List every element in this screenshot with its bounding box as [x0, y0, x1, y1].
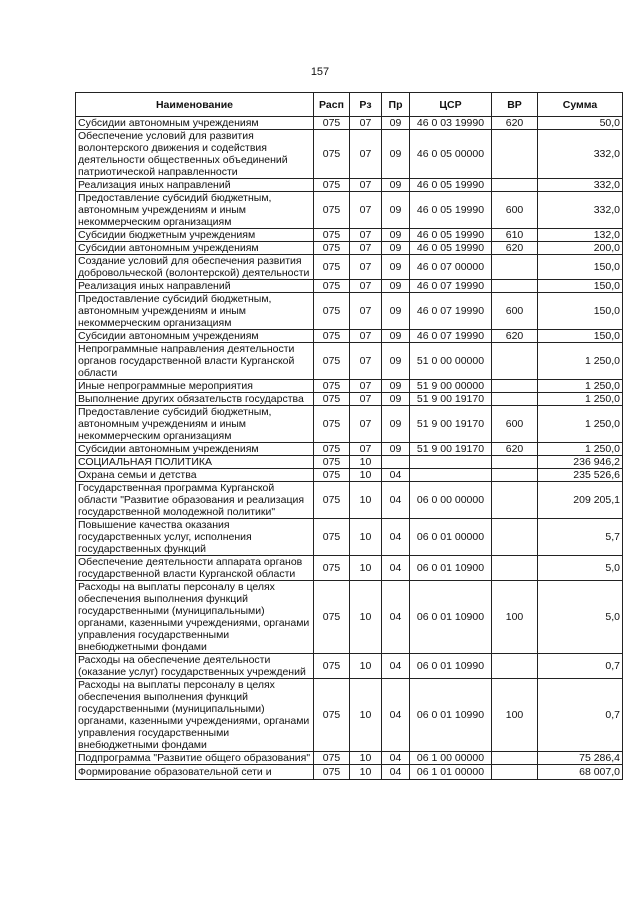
header-name: Наименование [76, 93, 314, 117]
cell-rz: 07 [350, 406, 382, 443]
table-row [76, 179, 623, 192]
cell-pr: 04 [382, 654, 410, 679]
cell-rasp: 075 [314, 519, 350, 556]
table-row [76, 343, 623, 380]
cell-rasp: 075 [314, 443, 350, 456]
cell-rz: 10 [350, 556, 382, 581]
cell-pr: 09 [382, 117, 410, 130]
header-rasp: Расп [314, 93, 350, 117]
table-body [76, 117, 623, 780]
cell-rz: 07 [350, 117, 382, 130]
cell-vr [492, 393, 538, 406]
table-row [76, 229, 623, 242]
cell-vr [492, 130, 538, 179]
cell-sum: 5,0 [538, 581, 623, 654]
cell-name: Повышение качества оказания государственных услуг, исполнения государственных функций [76, 519, 314, 556]
cell-pr: 04 [382, 519, 410, 556]
table-row [76, 192, 623, 229]
cell-vr [492, 482, 538, 519]
table-row [76, 519, 623, 556]
cell-vr [492, 179, 538, 192]
cell-csr [410, 456, 492, 469]
cell-pr: 04 [382, 752, 410, 765]
cell-rz: 07 [350, 179, 382, 192]
cell-csr: 06 1 01 00000 [410, 765, 492, 780]
cell-pr: 09 [382, 343, 410, 380]
cell-vr: 610 [492, 229, 538, 242]
cell-name: Субсидии автономным учреждениям [76, 242, 314, 255]
cell-name: Иные непрограммные мероприятия [76, 380, 314, 393]
cell-rz: 07 [350, 242, 382, 255]
header-rz: Рз [350, 93, 382, 117]
cell-name: Непрограммные направления деятельности органов государственной власти Курганской области [76, 343, 314, 380]
cell-name: Реализация иных направлений [76, 179, 314, 192]
table-row [76, 443, 623, 456]
cell-rasp: 075 [314, 654, 350, 679]
cell-sum: 132,0 [538, 229, 623, 242]
cell-sum: 0,7 [538, 679, 623, 752]
table-row [76, 242, 623, 255]
cell-rasp: 075 [314, 130, 350, 179]
cell-vr: 620 [492, 117, 538, 130]
cell-vr [492, 456, 538, 469]
header-sum: Сумма [538, 93, 623, 117]
cell-sum: 150,0 [538, 255, 623, 280]
cell-csr: 51 9 00 19170 [410, 393, 492, 406]
cell-csr: 46 0 07 19990 [410, 293, 492, 330]
cell-rz: 07 [350, 280, 382, 293]
cell-vr [492, 765, 538, 780]
cell-sum: 332,0 [538, 179, 623, 192]
cell-pr: 09 [382, 179, 410, 192]
cell-pr: 09 [382, 229, 410, 242]
table-row [76, 393, 623, 406]
cell-name: Предоставление субсидий бюджетным, автономным учреждениям и иным некоммерческим организациям [76, 293, 314, 330]
cell-rasp: 075 [314, 456, 350, 469]
cell-name: Субсидии автономным учреждениям [76, 330, 314, 343]
cell-vr: 600 [492, 192, 538, 229]
cell-name: Субсидии автономным учреждениям [76, 443, 314, 456]
cell-sum: 1 250,0 [538, 343, 623, 380]
cell-rasp: 075 [314, 229, 350, 242]
cell-rasp: 075 [314, 581, 350, 654]
cell-name: Формирование образовательной сети и [76, 765, 314, 780]
cell-csr: 51 9 00 19170 [410, 443, 492, 456]
cell-vr [492, 343, 538, 380]
cell-sum: 235 526,6 [538, 469, 623, 482]
cell-rasp: 075 [314, 117, 350, 130]
table-row [76, 117, 623, 130]
cell-rz: 07 [350, 393, 382, 406]
cell-sum: 50,0 [538, 117, 623, 130]
cell-rz: 10 [350, 752, 382, 765]
cell-csr [410, 469, 492, 482]
cell-sum: 1 250,0 [538, 406, 623, 443]
cell-rz: 10 [350, 581, 382, 654]
table-row [76, 679, 623, 752]
table-row [76, 330, 623, 343]
cell-csr: 46 0 05 00000 [410, 130, 492, 179]
cell-name: Предоставление субсидий бюджетным, автономным учреждениям и иным некоммерческим организациям [76, 406, 314, 443]
cell-vr [492, 519, 538, 556]
cell-name: Реализация иных направлений [76, 280, 314, 293]
cell-pr: 04 [382, 581, 410, 654]
cell-csr: 06 0 01 10900 [410, 556, 492, 581]
cell-name: Создание условий для обеспечения развития добровольческой (волонтерской) деятельности [76, 255, 314, 280]
cell-csr: 46 0 03 19990 [410, 117, 492, 130]
cell-rasp: 075 [314, 482, 350, 519]
cell-csr: 06 0 01 10900 [410, 581, 492, 654]
cell-csr: 06 0 00 00000 [410, 482, 492, 519]
cell-csr: 46 0 05 19990 [410, 229, 492, 242]
cell-rz: 07 [350, 130, 382, 179]
cell-sum: 200,0 [538, 242, 623, 255]
cell-csr: 46 0 05 19990 [410, 242, 492, 255]
cell-rasp: 075 [314, 380, 350, 393]
cell-csr: 06 0 01 10990 [410, 679, 492, 752]
cell-name: Субсидии автономным учреждениям [76, 117, 314, 130]
cell-pr: 09 [382, 293, 410, 330]
cell-sum: 332,0 [538, 130, 623, 179]
cell-pr: 09 [382, 393, 410, 406]
cell-pr: 09 [382, 380, 410, 393]
cell-name: Охрана семьи и детства [76, 469, 314, 482]
cell-pr: 09 [382, 130, 410, 179]
cell-pr: 04 [382, 482, 410, 519]
cell-vr [492, 255, 538, 280]
table-row [76, 380, 623, 393]
cell-rasp: 075 [314, 406, 350, 443]
cell-vr [492, 556, 538, 581]
cell-csr: 46 0 05 19990 [410, 179, 492, 192]
cell-sum: 236 946,2 [538, 456, 623, 469]
cell-rasp: 075 [314, 330, 350, 343]
cell-rasp: 075 [314, 242, 350, 255]
cell-name: Обеспечение деятельности аппарата органов государственной власти Курганской области [76, 556, 314, 581]
cell-csr: 46 0 05 19990 [410, 192, 492, 229]
cell-sum: 332,0 [538, 192, 623, 229]
cell-rasp: 075 [314, 255, 350, 280]
cell-rz: 10 [350, 456, 382, 469]
cell-rasp: 075 [314, 393, 350, 406]
cell-csr: 51 0 00 00000 [410, 343, 492, 380]
table-row [76, 255, 623, 280]
cell-sum: 1 250,0 [538, 380, 623, 393]
cell-pr: 04 [382, 679, 410, 752]
table-row [76, 469, 623, 482]
cell-rz: 07 [350, 380, 382, 393]
cell-rasp: 075 [314, 765, 350, 780]
cell-vr [492, 752, 538, 765]
cell-sum: 209 205,1 [538, 482, 623, 519]
cell-name: Расходы на выплаты персоналу в целях обеспечения выполнения функций государственными (муниципальными) органами, казенными учреждениями, органами управления государственными внебюджетными фондами [76, 679, 314, 752]
cell-sum: 150,0 [538, 280, 623, 293]
cell-name: Подпрограмма "Развитие общего образования" [76, 752, 314, 765]
cell-vr: 600 [492, 406, 538, 443]
cell-rasp: 075 [314, 192, 350, 229]
cell-name: Предоставление субсидий бюджетным, автономным учреждениям и иным некоммерческим организациям [76, 192, 314, 229]
cell-csr: 06 1 00 00000 [410, 752, 492, 765]
cell-csr: 06 0 01 00000 [410, 519, 492, 556]
cell-rasp: 075 [314, 293, 350, 330]
cell-rz: 10 [350, 469, 382, 482]
cell-sum: 68 007,0 [538, 765, 623, 780]
table-row [76, 293, 623, 330]
cell-vr [492, 469, 538, 482]
cell-name: Субсидии бюджетным учреждениям [76, 229, 314, 242]
cell-pr: 04 [382, 765, 410, 780]
cell-csr: 46 0 07 19990 [410, 330, 492, 343]
table-row [76, 482, 623, 519]
cell-rasp: 075 [314, 179, 350, 192]
cell-sum: 1 250,0 [538, 443, 623, 456]
table-row [76, 280, 623, 293]
cell-sum: 5,7 [538, 519, 623, 556]
cell-csr: 46 0 07 19990 [410, 280, 492, 293]
cell-rasp: 075 [314, 343, 350, 380]
cell-vr: 100 [492, 581, 538, 654]
cell-pr: 04 [382, 556, 410, 581]
cell-rz: 07 [350, 330, 382, 343]
cell-vr [492, 280, 538, 293]
budget-table [75, 92, 623, 780]
cell-name: Государственная программа Курганской области "Развитие образования и реализация государственной молодежной политики" [76, 482, 314, 519]
cell-rasp: 075 [314, 556, 350, 581]
table-row [76, 130, 623, 179]
cell-sum: 150,0 [538, 293, 623, 330]
cell-vr: 600 [492, 293, 538, 330]
table-row [76, 654, 623, 679]
cell-vr [492, 654, 538, 679]
cell-rz: 10 [350, 679, 382, 752]
header-vr: ВР [492, 93, 538, 117]
cell-sum: 1 250,0 [538, 393, 623, 406]
cell-name: Обеспечение условий для развития волонтерского движения и содействия деятельности общественных объединений патриотической направленности [76, 130, 314, 179]
cell-rz: 07 [350, 443, 382, 456]
cell-rz: 07 [350, 255, 382, 280]
cell-vr: 620 [492, 443, 538, 456]
cell-pr: 04 [382, 469, 410, 482]
cell-rasp: 075 [314, 469, 350, 482]
cell-csr: 51 9 00 00000 [410, 380, 492, 393]
cell-vr: 100 [492, 679, 538, 752]
cell-sum: 0,7 [538, 654, 623, 679]
cell-rasp: 075 [314, 679, 350, 752]
cell-csr: 51 9 00 19170 [410, 406, 492, 443]
page-number: 157 [310, 66, 330, 78]
cell-pr: 09 [382, 255, 410, 280]
cell-pr: 09 [382, 280, 410, 293]
cell-pr: 09 [382, 406, 410, 443]
cell-name: СОЦИАЛЬНАЯ ПОЛИТИКА [76, 456, 314, 469]
cell-name: Расходы на выплаты персоналу в целях обеспечения выполнения функций государственными (муниципальными) органами, казенными учреждениями, органами управления государственными внебюджетными фондами [76, 581, 314, 654]
cell-sum: 150,0 [538, 330, 623, 343]
cell-rasp: 075 [314, 280, 350, 293]
table-row [76, 406, 623, 443]
table-row [76, 581, 623, 654]
cell-rasp: 075 [314, 752, 350, 765]
cell-sum: 5,0 [538, 556, 623, 581]
cell-rz: 10 [350, 765, 382, 780]
cell-rz: 07 [350, 229, 382, 242]
table-row [76, 765, 623, 780]
table-row [76, 456, 623, 469]
header-pr: Пр [382, 93, 410, 117]
cell-pr: 09 [382, 330, 410, 343]
cell-name: Расходы на обеспечение деятельности (оказание услуг) государственных учреждений [76, 654, 314, 679]
cell-vr: 620 [492, 242, 538, 255]
cell-rz: 07 [350, 293, 382, 330]
header-csr: ЦСР [410, 93, 492, 117]
cell-pr: 09 [382, 443, 410, 456]
cell-csr: 06 0 01 10990 [410, 654, 492, 679]
cell-vr: 620 [492, 330, 538, 343]
cell-rz: 07 [350, 343, 382, 380]
cell-vr [492, 380, 538, 393]
cell-rz: 10 [350, 519, 382, 556]
cell-rz: 10 [350, 482, 382, 519]
table-header-row [76, 93, 623, 117]
table-row [76, 752, 623, 765]
cell-pr: 09 [382, 242, 410, 255]
cell-pr: 09 [382, 192, 410, 229]
cell-pr [382, 456, 410, 469]
cell-rz: 10 [350, 654, 382, 679]
cell-csr: 46 0 07 00000 [410, 255, 492, 280]
cell-sum: 75 286,4 [538, 752, 623, 765]
table-row [76, 556, 623, 581]
cell-rz: 07 [350, 192, 382, 229]
cell-name: Выполнение других обязательств государства [76, 393, 314, 406]
